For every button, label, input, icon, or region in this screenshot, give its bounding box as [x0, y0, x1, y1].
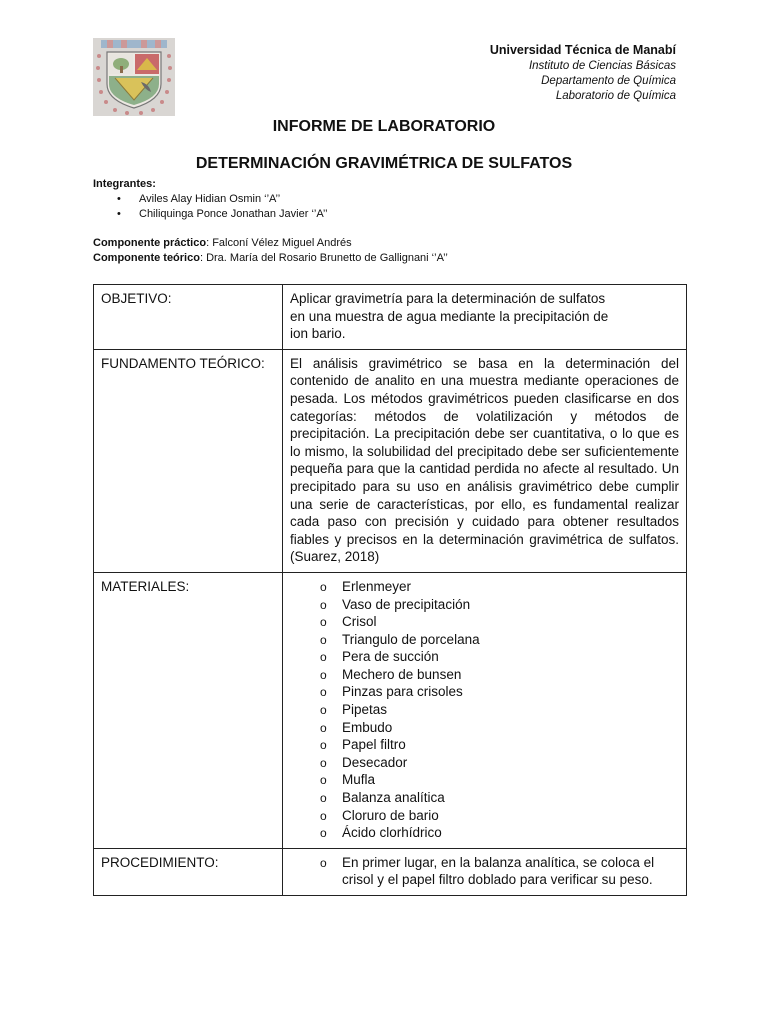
materials-list [290, 578, 679, 842]
report-subtitle: DETERMINACIÓN GRAVIMÉTRICA DE SULFATOS [195, 155, 573, 172]
material-item: o Pera de succión [320, 648, 679, 666]
procedure-cell [283, 848, 687, 895]
objective-line: ion bario. [290, 326, 346, 342]
members-section [93, 177, 328, 222]
material-item: o Mechero de bunsen [320, 666, 679, 684]
university-logo [93, 38, 175, 116]
material-item: o Ácido clorhídrico [320, 824, 679, 842]
material-item: o Crisol [320, 613, 679, 631]
theory-text: El análisis gravimétrico se basa en la determinación del contenido de analito en una muestra mediante operaciones de pesada. Los métodos gravimétricos pueden clasificarse en dos categorías: métodos de volatilización y métodos de precipitación. La precipitación debe ser cuantitativa, o lo que es lo mismo, la solubilidad del precipitado debe ser suficientemente pequeña para que la cantidad perdida no afecte al resultado. Un precipitado para su uso en análisis gravimétrico debe cumplir una serie de características, por ello, es fundamental realizar cada paso con precisión y cuidado para obtener resultados fiables y precisos en la determinación gravimétrica de sulfatos. (Suarez, 2018) [283, 349, 687, 572]
institute-name: Instituto de Ciencias Básicas [528, 60, 676, 72]
member-item: • Chiliquinga Ponce Jonathan Javier ‘’A’’ [139, 207, 328, 222]
materials-label: MATERIALES: [94, 572, 283, 848]
procedure-row [94, 848, 687, 895]
objective-line: Aplicar gravimetría para la determinación de sulfatos [290, 291, 606, 306]
university-name: Universidad Técnica de Manabí [489, 43, 676, 57]
material-item: o Triangulo de porcelana [320, 631, 679, 649]
materials-row [94, 572, 687, 848]
institution-header [490, 43, 676, 104]
theoretical-component [93, 251, 448, 266]
members-label: Integrantes: [93, 178, 156, 190]
theory-row [94, 349, 687, 572]
report-table [93, 284, 687, 896]
practical-value: : Falconí Vélez Miguel Andrés [206, 237, 352, 249]
material-item: o Balanza analítica [320, 789, 679, 807]
objective-row [94, 285, 687, 350]
report-title: INFORME DE LABORATORIO [272, 118, 496, 135]
material-item: o Pinzas para crisoles [320, 683, 679, 701]
objective-line: en una muestra de agua mediante la precipitación de [290, 308, 609, 324]
practical-label: Componente práctico [93, 237, 207, 249]
material-item: o Desecador [320, 754, 679, 772]
components-section [93, 236, 448, 266]
materials-cell [283, 572, 687, 848]
theoretical-value: : Dra. María del Rosario Brunetto de Gallignani ‘’A’’ [199, 252, 448, 264]
material-item: o Pipetas [320, 701, 679, 719]
material-item: o Embudo [320, 719, 679, 737]
objective-label: OBJETIVO: [94, 285, 283, 350]
theory-label: FUNDAMENTO TEÓRICO: [94, 349, 283, 572]
material-item: o Cloruro de bario [320, 807, 679, 825]
practical-component [93, 236, 448, 251]
procedure-label: PROCEDIMIENTO: [94, 848, 283, 895]
member-item: • Aviles Alay Hidian Osmin ‘’A’’ [139, 192, 328, 207]
procedure-list [290, 854, 679, 889]
material-item: o Vaso de precipitación [320, 596, 679, 614]
members-list [93, 192, 328, 222]
procedure-step: o En primer lugar, en la balanza analítica, se coloca el crisol y el papel filtro doblado para verificar su peso. [320, 854, 679, 889]
material-item: o Mufla [320, 771, 679, 789]
lab-name: Laboratorio de Química [555, 90, 676, 102]
material-item: o Erlenmeyer [320, 578, 679, 596]
theoretical-label: Componente teórico [93, 252, 200, 264]
department-name: Departamento de Química [541, 75, 676, 87]
objective-text [283, 285, 687, 350]
material-item: o Papel filtro [320, 736, 679, 754]
